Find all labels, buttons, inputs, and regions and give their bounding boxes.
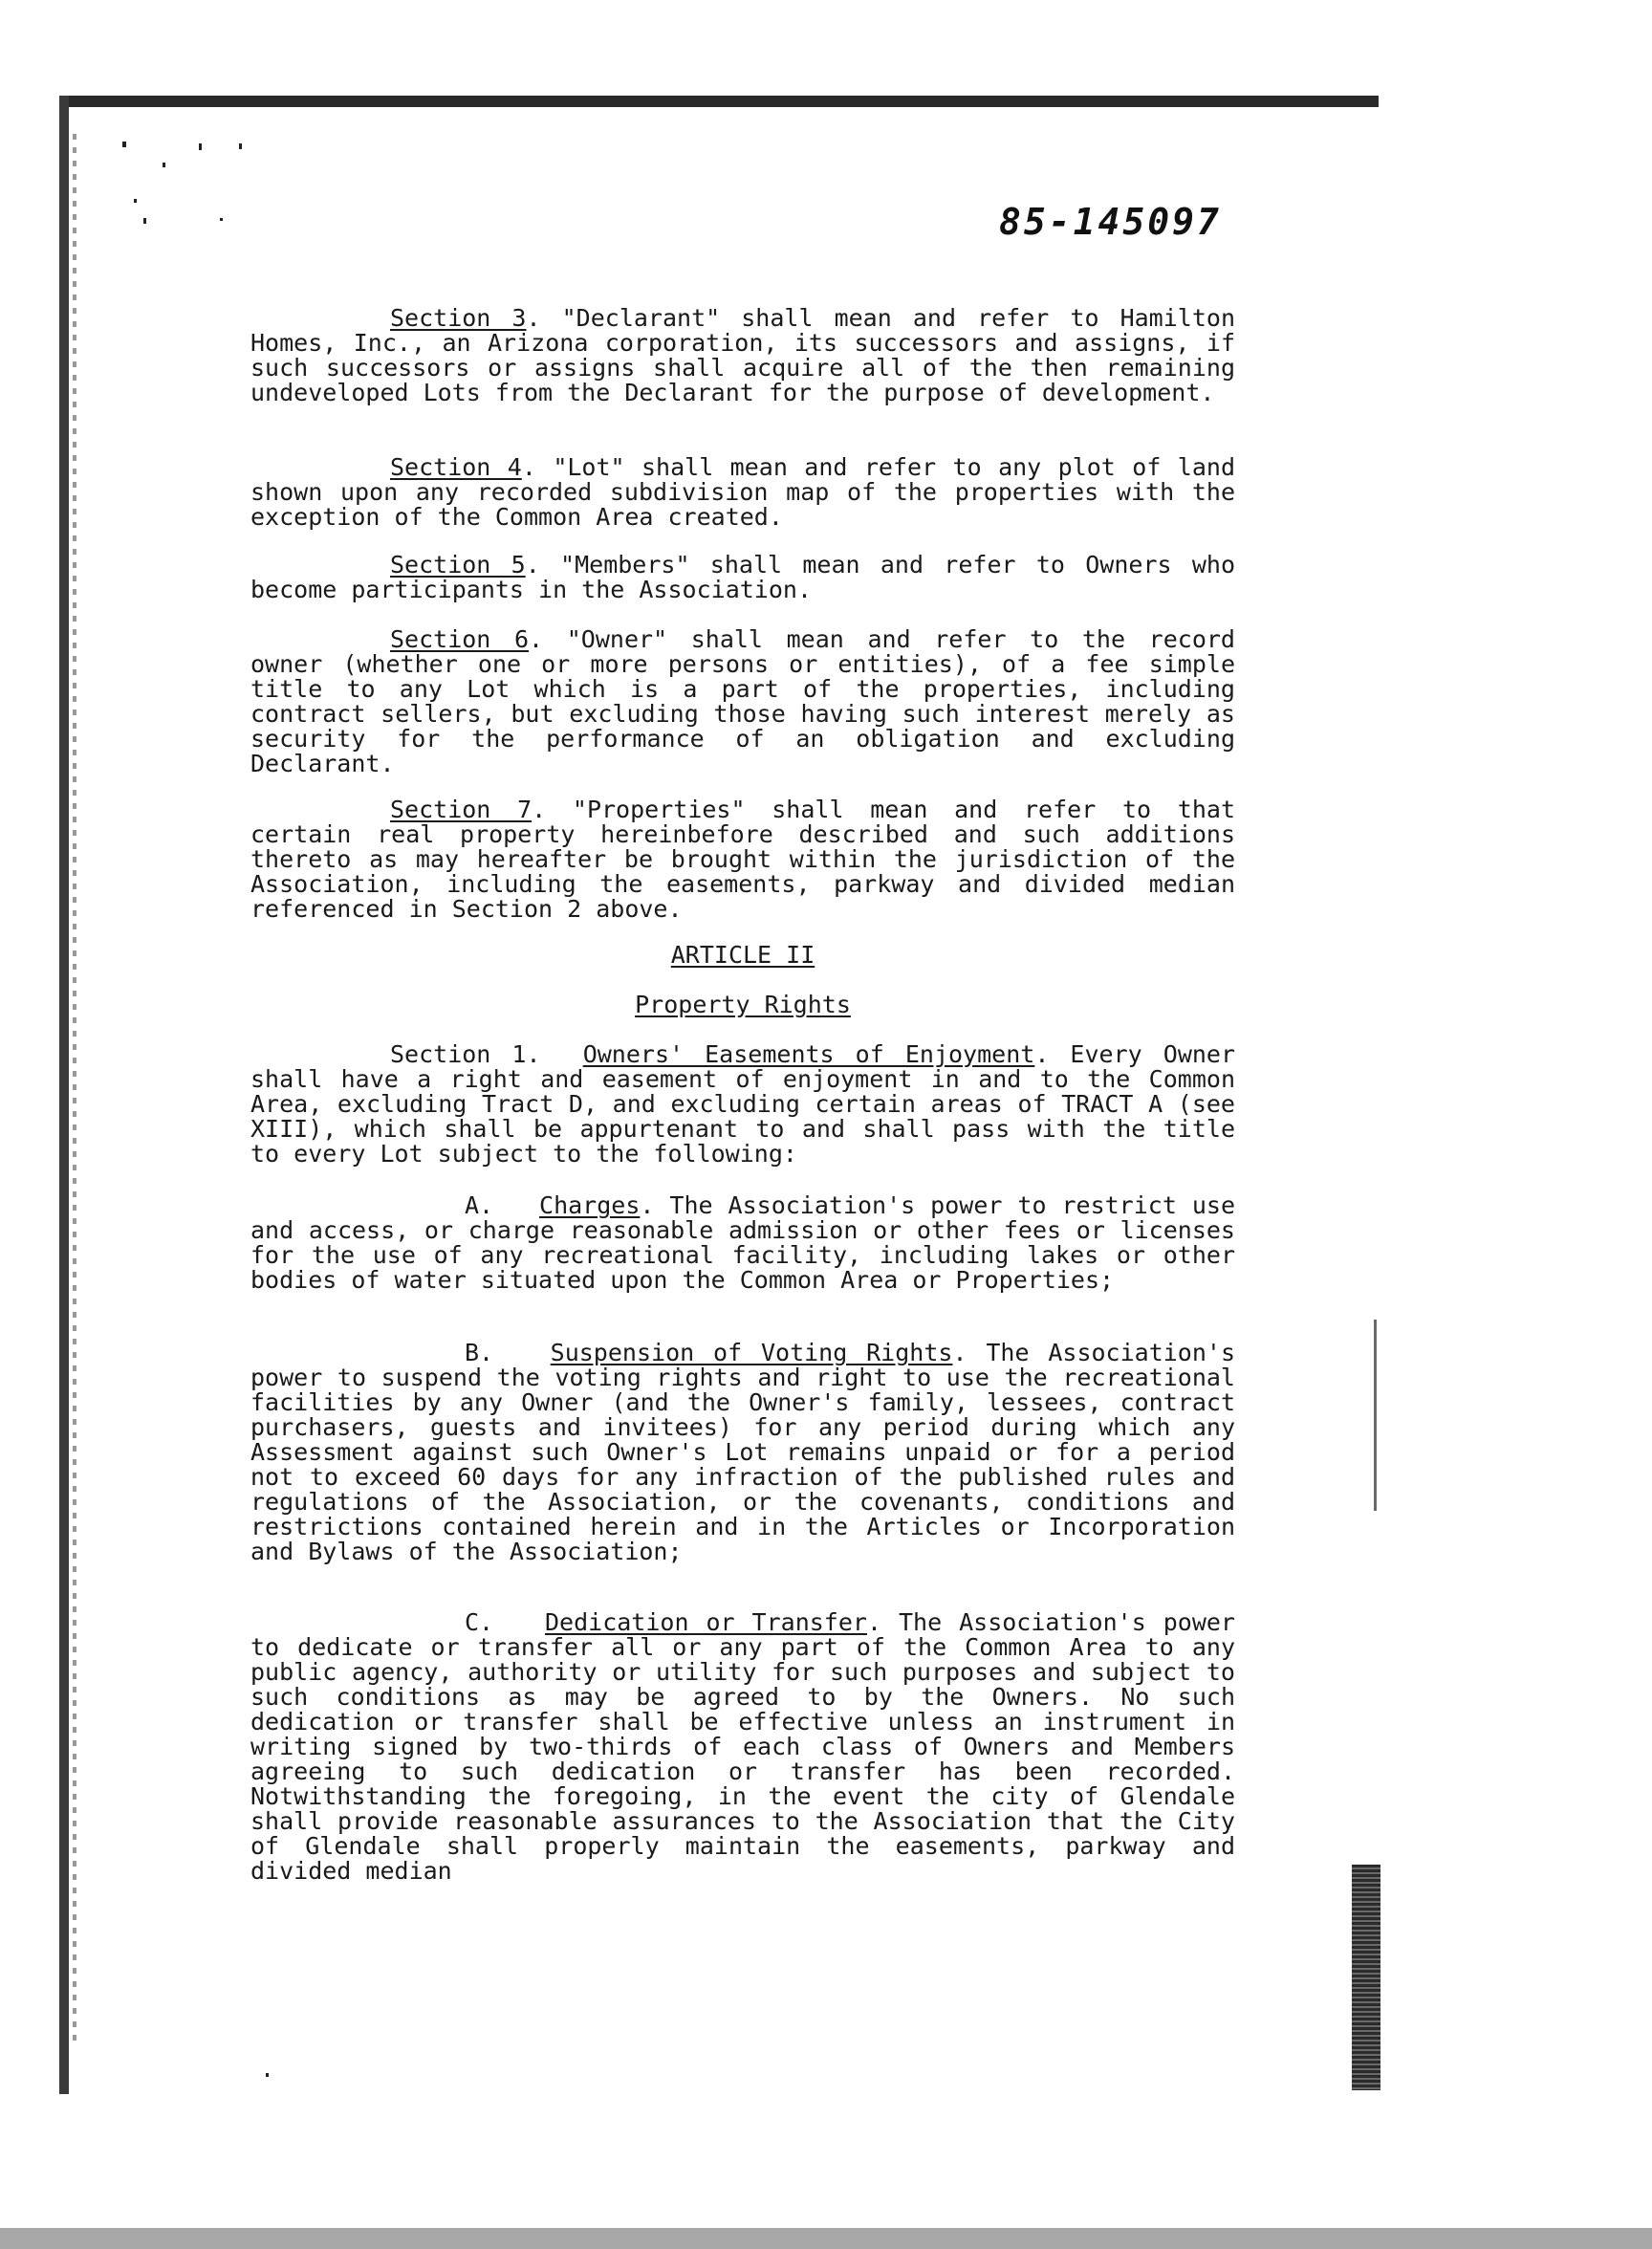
paragraph-section-5 [250, 553, 1235, 602]
subsection-letter: C. [465, 1608, 494, 1636]
paragraph-subsection-a [250, 1193, 1235, 1293]
scan-edge-bottom [0, 2228, 1652, 2249]
document-number: 85-145097 [999, 201, 1222, 243]
section-heading: Section 7 [390, 796, 533, 823]
section-heading: Section 5 [390, 551, 526, 579]
section-body: . "Properties" shall mean and refer to that certain real property hereinbefore described and such additions thereto as may hereafter be brought within the jurisdiction of the Association, including the easements, parkway and divided median referenced in Section 2 above. [250, 796, 1235, 923]
section-heading: Section 4 [390, 453, 522, 481]
scan-line-right [1374, 1320, 1377, 1511]
subsection-heading: Charges [539, 1191, 641, 1219]
paragraph-article-section-1 [250, 1042, 1235, 1167]
article-subtitle: Property Rights [635, 991, 851, 1018]
scan-speck [239, 143, 242, 149]
section-body: . "Members" shall mean and refer to Owners who become participants in the Association. [250, 551, 1235, 603]
scan-speck [266, 2073, 269, 2077]
section-body: . Every Owner shall have a right and easement of enjoyment in and to the Common Area, excluding Tract D, and excluding certain areas of TRACT A (see XIII), which shall be appurtenant to and shall pass with the title to every Lot subject to the following: [250, 1040, 1236, 1168]
scan-speck [143, 218, 146, 224]
subsection-heading: Suspension of Voting Rights [550, 1339, 953, 1366]
paragraph-section-4 [250, 455, 1235, 530]
section-body: . "Owner" shall mean and refer to the record owner (whether one or more persons or entities), of a fee simple title to any Lot which is a part of the properties, including contract sellers, but excluding those having such interest merely as security for the performance of an obligation and excluding Declarant. [250, 625, 1235, 777]
section-body: . "Lot" shall mean and refer to any plot of land shown upon any recorded subdivision map of the properties with the exception of the Common Area created. [250, 453, 1235, 531]
subsection-body: . The Association's power to suspend the voting rights and right to use the recreational facilities by any Owner (and the Owner's family, lessees, contract purchasers, guests and invitees) for any period during which any Assessment against such Owner's Lot remains unpaid or for a period not to exceed 60 days for any infraction of the published rules and regulations of the Association, or the covenants, conditions and restrictions contained herein and in the Articles or Incorporation and Bylaws of the Association; [250, 1339, 1236, 1565]
subsection-letter: B. [465, 1339, 494, 1366]
scan-speck [134, 199, 137, 203]
scan-edge-top [59, 96, 1379, 107]
section-heading: Owners' Easements of Enjoyment [582, 1040, 1035, 1068]
paragraph-section-3 [250, 306, 1235, 405]
paragraph-subsection-b [250, 1341, 1235, 1564]
paragraph-section-6 [250, 627, 1235, 776]
section-heading: Section 6 [390, 625, 530, 653]
subsection-letter: A. [465, 1191, 494, 1219]
scan-speck [122, 142, 126, 147]
scan-edge-left [59, 96, 69, 2094]
section-number: Section 1. [390, 1040, 541, 1068]
section-body: . "Declarant" shall mean and refer to Hamilton Homes, Inc., an Arizona corporation, its successors and assigns, if such successors or assigns shall acquire all of the then remaining undeveloped Lots from the Declarant for the purpose of development. [250, 304, 1235, 406]
scan-speck [220, 218, 223, 221]
section-heading: Section 3 [390, 304, 527, 332]
scan-speck [163, 163, 165, 167]
paragraph-section-7 [250, 797, 1235, 922]
scan-edge-left-noise [73, 134, 76, 2046]
subsection-body: . The Association's power to dedicate or transfer all or any part of the Common Area to any public agency, authority or utility for such purposes and subject to such conditions as may be agreed to by the Owners. No such dedication or transfer shall be effective unless an instrument in writing signed by two-thirds of each class of Owners and Members agreeing to such dedication or transfer has been recorded. Notwithstanding the foregoing, in the event the city of Glendale shall provide reasonable assurances to the Association that the City of Glendale shall properly maintain the easements, parkway and divided median [250, 1608, 1235, 1885]
scan-edge-right [1352, 1865, 1380, 2090]
paragraph-subsection-c [250, 1610, 1235, 1884]
article-title: ARTICLE II [670, 941, 815, 969]
subsection-body: . The Association's power to restrict use and access, or charge reasonable admission or other fees or licenses for the use of any recreational facility, including lakes or other bodies of water situated upon the Common Area or Properties; [250, 1191, 1236, 1294]
scan-speck [199, 143, 202, 150]
subsection-heading: Dedication or Transfer [545, 1608, 867, 1636]
